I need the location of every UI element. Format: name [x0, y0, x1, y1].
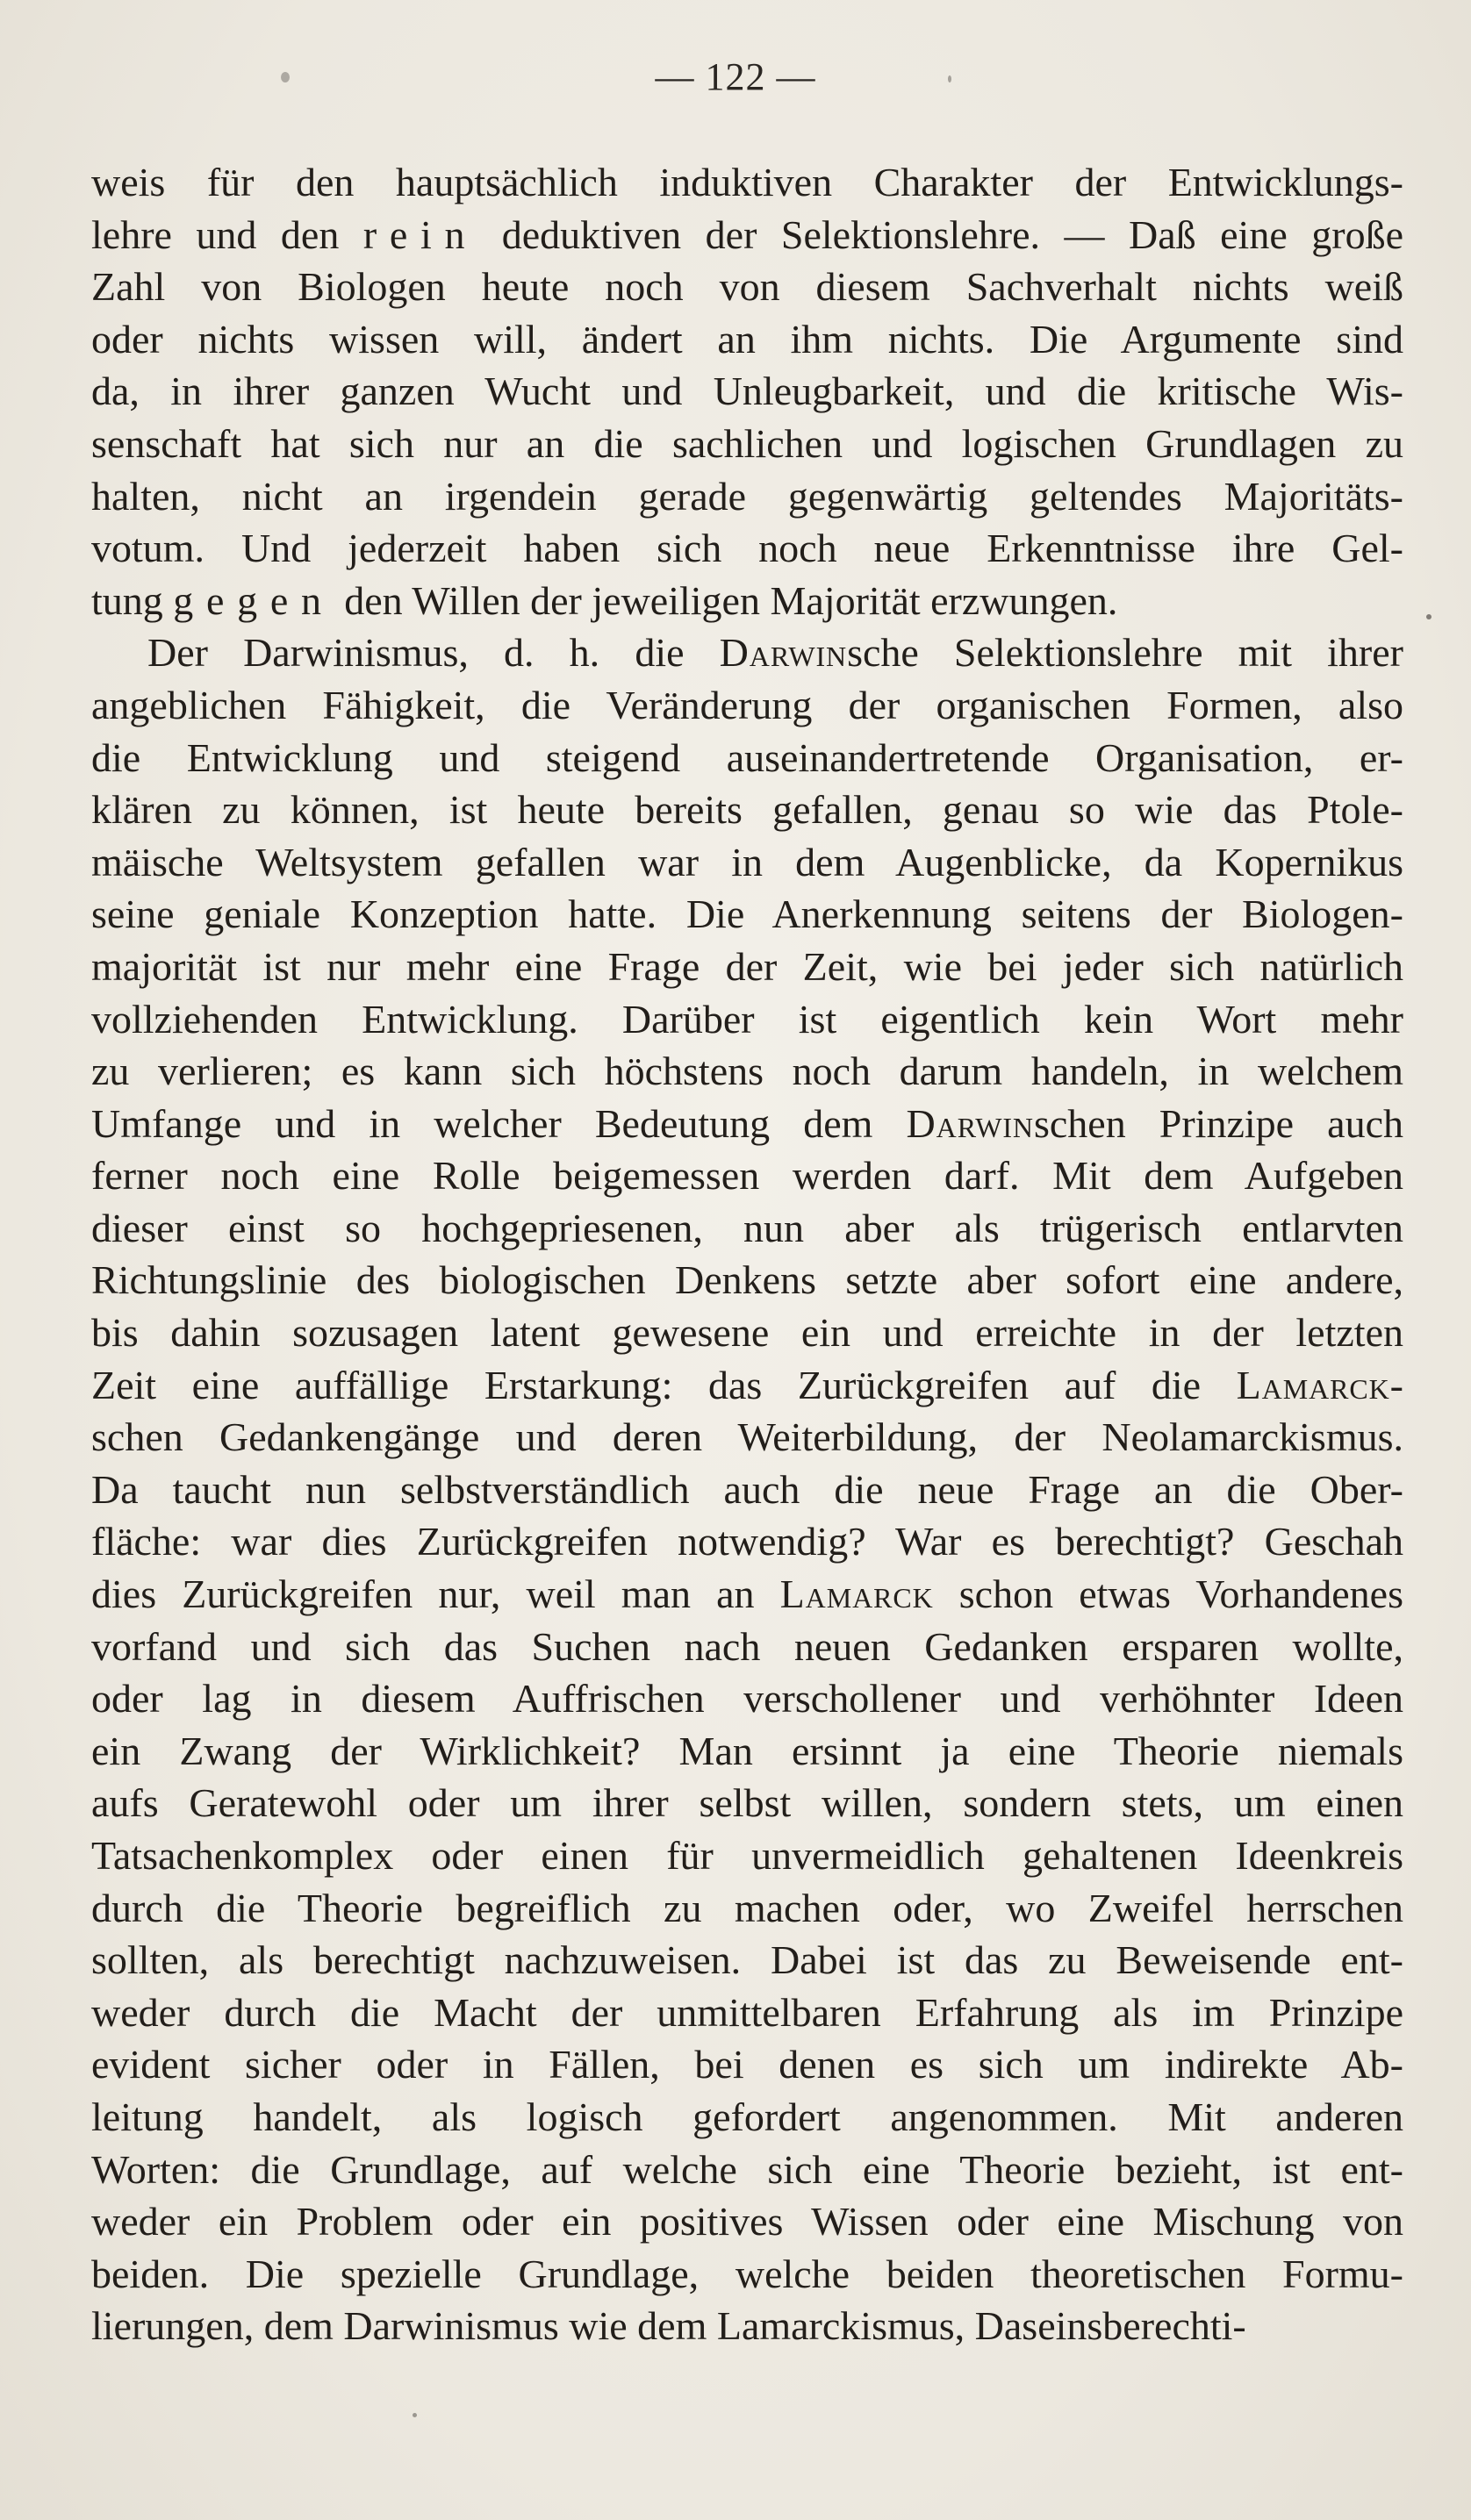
text-line	[91, 1568, 1403, 1621]
text-segment: Tatsachenkomplex oder einen für unvermeidlich gehaltenen Ideenkreis	[91, 1833, 1403, 1878]
text-segment: zu verlieren; es kann sich höchstens noch darum handeln, in welchem	[91, 1049, 1403, 1094]
text-segment: sollten, als berechtigt nachzuweisen. Dabei ist das zu Beweisende ent-	[91, 1937, 1403, 1983]
text-line	[91, 209, 1403, 261]
paper-speck	[1426, 614, 1432, 619]
text-segment: dies Zurückgreifen nur, weil man an	[91, 1571, 780, 1617]
text-line	[91, 1254, 1403, 1307]
text-segment: Umfange und in welcher Bedeutung dem	[91, 1100, 907, 1146]
text-segment: votum. Und jederzeit haben sich noch neue Erkenntnisse ihre Gel-	[91, 526, 1403, 571]
name-small-caps: Darwin	[906, 1100, 1034, 1146]
text-segment: deduktiven der Selektionslehre. — Daß eine große	[477, 211, 1403, 257]
text-line	[91, 2300, 1403, 2352]
emphasis-spaced: gegen	[173, 577, 334, 623]
text-line	[91, 732, 1403, 784]
text-segment: oder nichts wissen will, ändert an ihm nichts. Die Argumente sind	[91, 316, 1403, 362]
text-line	[91, 2248, 1403, 2301]
text-segment: ferner noch eine Rolle beigemessen werden darf. Mit dem Aufgeben	[91, 1153, 1403, 1199]
text-line	[91, 2038, 1403, 2091]
text-line	[91, 365, 1403, 418]
text-line	[91, 836, 1403, 889]
text-line	[91, 1202, 1403, 1255]
text-segment: Richtungslinie des biologischen Denkens setzte aber sofort eine andere,	[91, 1257, 1403, 1303]
text-segment: -	[1389, 1362, 1403, 1407]
text-line	[91, 1359, 1403, 1412]
text-segment: bis dahin sozusagen latent gewesene ein und erreichte in der letzten	[91, 1310, 1403, 1356]
text-line	[91, 2195, 1403, 2248]
text-segment: weder ein Problem oder ein positives Wissen oder eine Mischung von	[91, 2199, 1403, 2244]
text-segment: da, in ihrer ganzen Wucht und Unleugbarkeit, und die kritische Wis-	[91, 369, 1403, 414]
text-line	[91, 626, 1403, 679]
text-line	[91, 1045, 1403, 1098]
text-line	[91, 1882, 1403, 1935]
text-line	[91, 2144, 1403, 2196]
text-segment: klären zu können, ist heute bereits gefallen, genau so wie das Ptole-	[91, 787, 1403, 833]
text-segment: weder durch die Macht der unmittelbaren Erfahrung als im Prinzipe	[91, 1989, 1403, 2035]
name-small-caps: Lamarck	[1236, 1362, 1390, 1407]
text-segment: die Entwicklung und steigend auseinandertretende Organisation, er-	[91, 734, 1403, 780]
text-segment: lehre und den	[91, 211, 363, 257]
text-segment: Zahl von Biologen heute noch von diesem Sachverhalt nichts weiß	[91, 264, 1403, 310]
text-segment: weis für den hauptsächlich induktiven Charakter der Entwicklungs-	[91, 160, 1403, 204]
text-line	[91, 1149, 1403, 1202]
text-line	[91, 1621, 1403, 1673]
text-line	[91, 993, 1403, 1046]
text-segment: vorfand und sich das Suchen nach neuen Gedanken ersparen wollte,	[91, 1623, 1403, 1669]
text-line	[91, 470, 1403, 523]
text-line	[91, 1725, 1403, 1778]
text-segment: beiden. Die spezielle Grundlage, welche beiden theoretischen Formu-	[91, 2251, 1403, 2296]
text-line	[91, 1987, 1403, 2039]
text-segment: fläche: war dies Zurückgreifen notwendig? War es berechtigt? Geschah	[91, 1519, 1403, 1564]
text-segment: aufs Geratewohl oder um ihrer selbst willen, sondern stets, um einen	[91, 1780, 1403, 1826]
text-segment: Da taucht nun selbstverständlich auch die neue Frage an die Ober-	[91, 1466, 1403, 1512]
text-segment: durch die Theorie begreiflich zu machen oder, wo Zweifel herrschen	[91, 1885, 1403, 1930]
text-line	[91, 156, 1403, 209]
text-segment: seine geniale Konzeption hatte. Die Anerkennung seitens der Biologen-	[91, 891, 1403, 937]
text-line	[91, 1098, 1403, 1150]
text-segment: tung	[91, 577, 174, 623]
text-segment: mäische Weltsystem gefallen war in dem Augenblicke, da Kopernikus	[91, 839, 1403, 884]
paper-speck	[948, 75, 951, 82]
text-line	[91, 313, 1403, 366]
paper-speck	[413, 2413, 417, 2417]
text-segment: lierungen, dem Darwinismus wie dem Lamarckismus, Daseinsberechti-	[91, 2303, 1246, 2349]
text-line	[91, 1307, 1403, 1359]
text-line	[91, 575, 1403, 627]
text-segment: den Willen der jeweiligen Majorität erzwungen.	[334, 577, 1118, 623]
text-segment: Worten: die Grundlage, auf welche sich eine Theorie bezieht, ist ent-	[91, 2146, 1403, 2192]
paper-speck	[281, 72, 290, 82]
name-small-caps: Lamarck	[779, 1571, 934, 1617]
text-segment: schen Gedankengänge und deren Weiterbildung, der Neolamarckismus.	[91, 1414, 1403, 1460]
text-segment: vollziehenden Entwicklung. Darüber ist eigentlich kein Wort mehr	[91, 996, 1403, 1042]
text-segment: angeblichen Fähigkeit, die Veränderung der organischen Formen, also	[91, 682, 1403, 727]
text-line	[91, 522, 1403, 575]
text-segment: Der Darwinismus, d. h. die	[147, 630, 720, 676]
text-segment: majorität ist nur mehr eine Frage der Zeit, wie bei jeder sich natürlich	[91, 943, 1403, 989]
text-segment: leitung handelt, als logisch gefordert angenommen. Mit anderen	[91, 2094, 1403, 2139]
text-line	[91, 784, 1403, 836]
text-segment: senschaft hat sich nur an die sachlichen und logischen Grundlagen zu	[91, 420, 1403, 466]
text-segment: dieser einst so hochgepriesenen, nun aber als trügerisch entlarvten	[91, 1205, 1403, 1250]
text-line	[91, 1464, 1403, 1516]
text-segment: schon etwas Vorhandenes	[933, 1571, 1403, 1617]
text-segment: sche Selektionslehre mit ihrer	[847, 630, 1403, 676]
text-line	[91, 1515, 1403, 1568]
text-line	[91, 1934, 1403, 1987]
emphasis-spaced: rein	[362, 211, 478, 257]
text-line	[91, 2091, 1403, 2144]
text-segment: ein Zwang der Wirklichkeit? Man ersinnt ja eine Theorie niemals	[91, 1728, 1403, 1773]
text-segment: halten, nicht an irgendein gerade gegenwärtig geltendes Majoritäts-	[91, 473, 1403, 519]
text-segment: evident sicher oder in Fällen, bei denen es sich um indirekte Ab-	[91, 2042, 1403, 2087]
text-line	[91, 1672, 1403, 1725]
page-number: — 122 —	[655, 55, 816, 98]
text-line	[91, 1777, 1403, 1829]
name-small-caps: Darwin	[719, 630, 848, 676]
text-line	[91, 418, 1403, 470]
text-line	[91, 261, 1403, 313]
text-line	[91, 1411, 1403, 1464]
text-segment: oder lag in diesem Auffrischen verschollener und verhöhnter Ideen	[91, 1676, 1403, 1722]
body-text	[91, 156, 1403, 2352]
text-segment: Zeit eine auffällige Erstarkung: das Zurückgreifen auf die	[91, 1362, 1237, 1407]
text-line	[91, 679, 1403, 732]
text-line	[91, 888, 1403, 941]
text-line	[91, 941, 1403, 993]
text-segment: schen Prinzipe auch	[1033, 1100, 1403, 1146]
text-line	[91, 1829, 1403, 1882]
